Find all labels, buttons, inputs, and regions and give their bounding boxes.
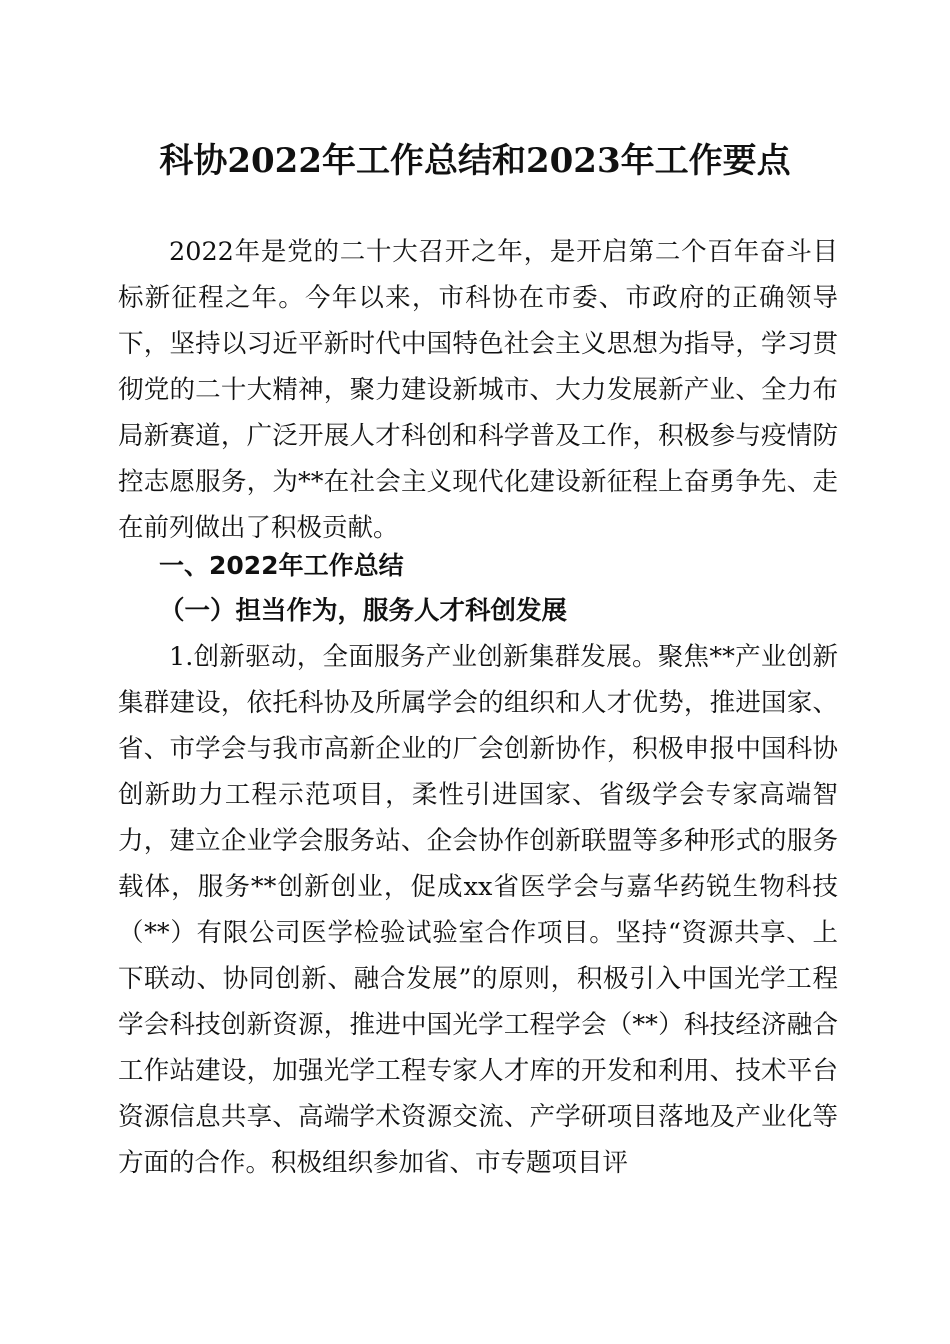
subsection-heading: （一）担当作为，服务人才科创发展 bbox=[159, 596, 568, 626]
body-paragraph: 1.创新驱动，全面服务产业创新集群发展。聚焦**产业创新集群建设，依托科协及所属学会的组织和人才优势，推进国家、省、市学会与我市高新企业的厂会创新协作，积极申报中国科协创新助力工程示范项目，柔性引进国家、省级学会专家高端智力，建立企业学会服务站、企会协作创新联盟等多种形式的服务载体，服务**创新创业，促成xx省医学会与嘉华药锐生物科技（**）有限公司医学检验试验室合作项目。坚持“资源共享、上下联动、协同创新、融合发展”的原则，积极引入中国光学工程学会科技创新资源，推进中国光学工程学会（**）科技经济融合工作站建设，加强光学工程专家人才库的开发和利用、技术平台资源信息共享、高端学术资源交流、产学研项目落地及产业化等方面的合作。积极组织参加省、市专题项目评 bbox=[118, 642, 838, 1178]
document-title: 科协2022年工作总结和2023年工作要点 bbox=[159, 141, 791, 181]
intro-paragraph: 2022年是党的二十大召开之年，是开启第二个百年奋斗目标新征程之年。今年以来，市科协在市委、市政府的正确领导下，坚持以习近平新时代中国特色社会主义思想为指导，学习贯彻党的二十大精神，聚力建设新城市、大力发展新产业、全力布局新赛道，广泛开展人才科创和科学普及工作，积极参与疫情防控志愿服务，为**在社会主义现代化建设新征程上奋勇争先、走在前列做出了积极贡献。 bbox=[118, 237, 838, 543]
section-heading: 一、2022年工作总结 bbox=[159, 551, 404, 580]
